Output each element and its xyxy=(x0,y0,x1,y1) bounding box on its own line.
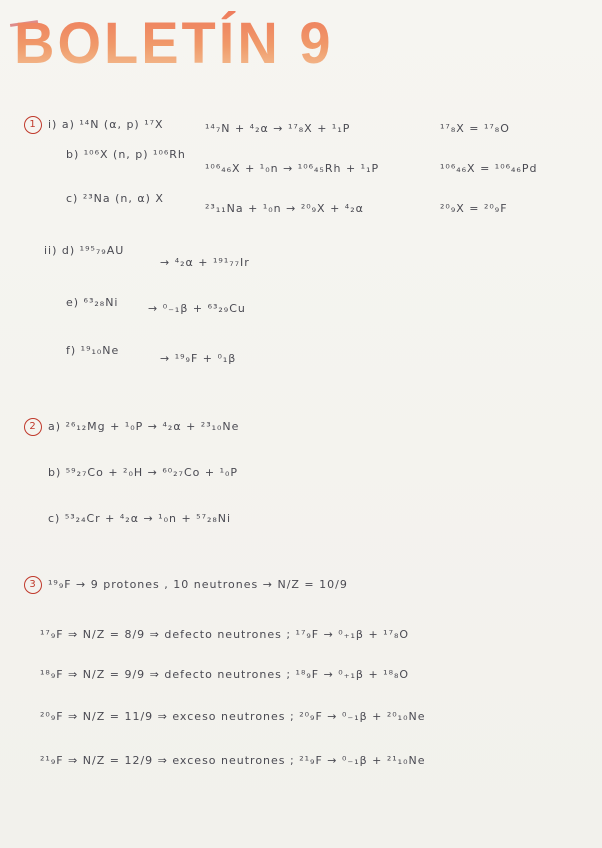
ex3-number: 3 xyxy=(24,576,42,594)
ex2-a-text: a) ²⁶₁₂Mg + ¹₀P → ⁴₂α + ²³₁₀Ne xyxy=(48,420,240,433)
ex3-row-4: ²¹₉F ⇒ N/Z = 12/9 ⇒ exceso neutrones ; ²¹₉F → ⁰₋₁β + ²¹₁₀Ne xyxy=(40,754,426,767)
ex3-row-3: ²⁰₉F ⇒ N/Z = 11/9 ⇒ exceso neutrones ; ²⁰₉F → ⁰₋₁β + ²⁰₁₀Ne xyxy=(40,710,426,723)
ex1-iie: e) ⁶³₂₈Ni xyxy=(66,296,119,309)
ex3-row-0-text: ¹⁹₉F → 9 protones , 10 neutrones → N/Z = 10/9 xyxy=(48,578,348,591)
ex1-ic-result: ²⁰₉X = ²⁰₉F xyxy=(440,202,508,215)
ex1-ia-result: ¹⁷₈X = ¹⁷₈O xyxy=(440,122,510,135)
ex1-ib: b) ¹⁰⁶X (n, p) ¹⁰⁶Rh xyxy=(66,148,186,161)
ex1-ib-equation: ¹⁰⁶₄₆X + ¹₀n → ¹⁰⁶₄₅Rh + ¹₁P xyxy=(205,162,380,175)
ex2-number: 2 xyxy=(24,418,42,436)
ex3-row-1: ¹⁷₉F ⇒ N/Z = 8/9 ⇒ defecto neutrones ; ¹⁷₉F → ⁰₊₁β + ¹⁷₈O xyxy=(40,628,410,641)
ex1-ib-result: ¹⁰⁶₄₆X = ¹⁰⁶₄₆Pd xyxy=(440,162,538,175)
ex1-ic-equation: ²³₁₁Na + ¹₀n → ²⁰₉X + ⁴₂α xyxy=(205,202,364,215)
ex1-iif-equation: → ¹⁹₉F + ⁰₁β xyxy=(160,352,237,365)
ex1-ia-text: i) a) ¹⁴N (α, p) ¹⁷X xyxy=(48,118,164,131)
ex2-b: b) ⁵⁹₂₇Co + ²₀H → ⁶⁰₂₇Co + ¹₀P xyxy=(48,466,239,479)
ex1-ic: c) ²³Na (n, α) X xyxy=(66,192,164,205)
page-title: BOLETÍN 9 xyxy=(14,9,334,76)
ex1-iid: ii) d) ¹⁹⁵₇₉AU xyxy=(44,244,125,257)
ex1-ia-equation: ¹⁴₇N + ⁴₂α → ¹⁷₈X + ¹₁P xyxy=(205,122,351,135)
ex1-iif: f) ¹⁹₁₀Ne xyxy=(66,344,120,357)
ex3-row-2: ¹⁸₉F ⇒ N/Z = 9/9 ⇒ defecto neutrones ; ¹⁸₉F → ⁰₊₁β + ¹⁸₈O xyxy=(40,668,410,681)
ex2-c: c) ⁵³₂₄Cr + ⁴₂α → ¹₀n + ⁵⁷₂₈Ni xyxy=(48,512,232,525)
ex1-ia xyxy=(24,116,164,134)
ex2-a xyxy=(24,418,239,436)
ex1-iie-equation: → ⁰₋₁β + ⁶³₂₉Cu xyxy=(148,302,246,315)
ex1-number: 1 xyxy=(24,116,42,134)
ex3-row-0 xyxy=(24,576,348,594)
ex1-iid-equation: → ⁴₂α + ¹⁹¹₇₇Ir xyxy=(160,256,250,269)
